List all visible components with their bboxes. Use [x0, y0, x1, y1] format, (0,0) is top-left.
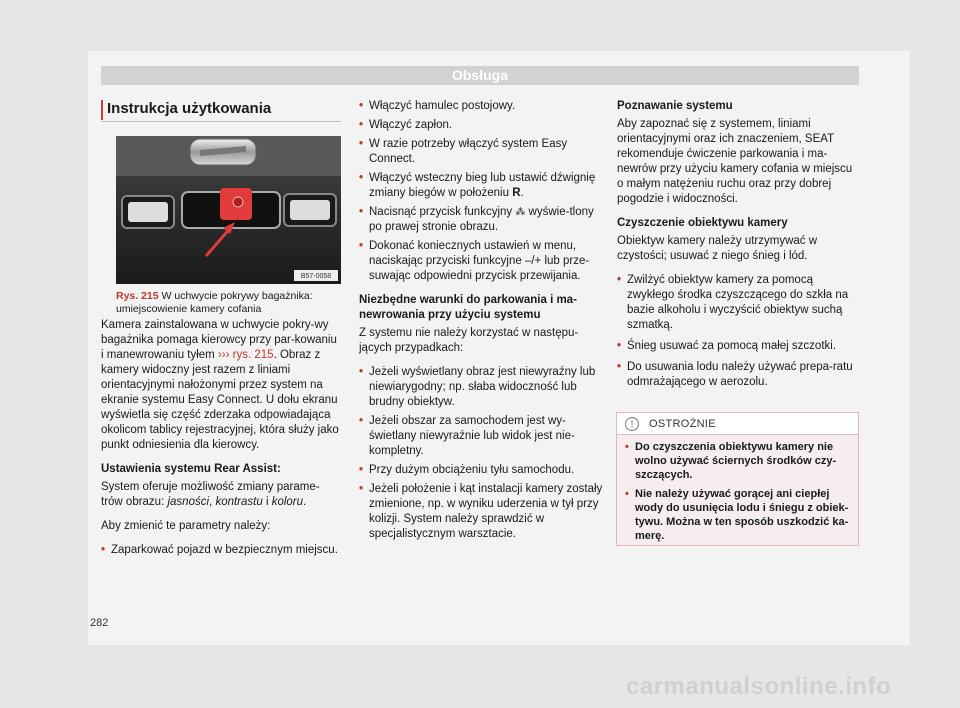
cleaning-paragraph: Obiektyw kamery należy utrzymywać w czystości; usuwać z niego śnieg i lód.	[617, 235, 818, 262]
list-item: • Włączyć zapłon.	[359, 118, 603, 133]
caution-header	[617, 413, 858, 435]
rear-assist-icon: ⁂	[515, 207, 526, 218]
function-button-text-b: wyświe-tlony po prawej stronie obrazu.	[369, 206, 594, 233]
rear-camera-figure	[116, 136, 341, 284]
list-item: • Jeżeli wyświetlany obraz jest niewyraźny lub niewiarygodny; np. słaba widoczność lub brudny obiektyw.	[359, 365, 603, 410]
caution-icon: !	[625, 417, 639, 431]
settings-text: System oferuje możliwość zmiany parame-trów obrazu:	[101, 481, 320, 508]
list-item: • Zwilżyć obiektyw kamery za pomocą zwykłego środka czyszczącego do szkła na bazie alkoholu i wyczyścić obiektyw suchą szmatką.	[617, 273, 861, 333]
param-brightness: jasności	[167, 496, 210, 508]
cleaning-heading: Czyszczenie obiektywu kamery	[617, 217, 788, 229]
list-item: • Nie należy używać gorącej ani ciepłej wody do usunięcia lodu i śniegu z obiek-tywu. Można w ten sposób uszkodzić ka-merę.	[625, 487, 851, 544]
conditions-paragraph: Z systemu nie należy korzystać w następu-jących przypadkach:	[359, 327, 579, 354]
list-item: • Dokonać koniecznych ustawień w menu, naciskając przyciski funkcyjne –/+ lub prze-suwając odpowiedni przycisk przewijania.	[359, 239, 603, 284]
list-item: • W razie potrzeby włączyć system Easy Connect.	[359, 137, 603, 167]
intro-text-b: . Obraz z kamery widoczny jest razem z liniami orientacyjnymi nałożonymi przez system na ekranie systemu Easy Connect. U dołu ekranu wyświetla się część zderzaka odpowiadająca okolicom tablicy rejestracyjnej, która służy jako punkt odniesienia dla kierowcy.	[101, 349, 339, 451]
figure-caption	[116, 290, 341, 316]
param-color: koloru	[271, 496, 304, 508]
gear-instruction-text: Włączyć wsteczny bieg lub ustawić dźwignię zmiany biegów w położeniu	[369, 172, 596, 199]
column-3	[617, 99, 861, 390]
intro-paragraph	[101, 318, 341, 453]
caution-box	[616, 412, 859, 546]
page-number: 282	[90, 617, 109, 629]
list-item	[359, 171, 603, 201]
watermark: carmanualsonline.info	[626, 673, 892, 700]
section-title	[101, 100, 347, 117]
change-params-paragraph: Aby zmienić te parametry należy:	[101, 520, 271, 532]
figure-caption-ref: Rys. 215	[116, 290, 159, 302]
figure-code: B57-0058	[300, 273, 332, 280]
gear-letter: R	[512, 187, 521, 199]
column-1	[101, 318, 341, 558]
column-2	[359, 99, 603, 542]
list-item	[359, 205, 603, 235]
intro-text-a: Kamera zainstalowana w uchwycie pokry-wy bagażnika pomaga kierowcy przy par-kowaniu i manewrowaniu tyłem	[101, 319, 337, 361]
learning-paragraph: Aby zapoznać się z systemem, liniami orientacyjnymi oraz ich znaczeniem, SEAT rekomenduje ćwiczenie parkowania i ma-newrów przy użyciu kamery cofania w miejscu o małym natężeniu ruchu oraz przy dobrej pogodzie i widoczności.	[617, 118, 853, 205]
gear-instruction-end: .	[520, 187, 524, 199]
settings-paragraph	[101, 480, 341, 510]
list-item: • Włączyć hamulec postojowy.	[359, 99, 603, 114]
list-item: • Jeżeli obszar za samochodem jest wy-świetlany niewyraźnie lub widok jest nie-kompletny.	[359, 414, 603, 459]
settings-heading: Ustawienia systemu Rear Assist:	[101, 463, 281, 475]
figure-caption-text: W uchwycie pokrywy bagażnika: umiejscowienie kamery cofania	[116, 290, 313, 315]
function-button-text-a: Nacisnąć przycisk funkcyjny	[369, 206, 516, 218]
caution-label: OSTROŻNIE	[649, 418, 716, 430]
list-item: • Przy dużym obciążeniu tyłu samochodu.	[359, 463, 603, 478]
settings-end: .	[303, 496, 307, 508]
tailgate-handle-illustration	[116, 136, 341, 284]
figure-reference-link[interactable]: ››› rys. 215	[217, 349, 274, 361]
list-item: • Jeżeli położenie i kąt instalacji kamery zostały zmienione, np. w wyniku uderzenia w tył przy kolizji. System należy sprawdzić w specjalistycznym warsztacie.	[359, 482, 603, 542]
list-item: • Do czyszczenia obiektywu kamery nie wolno używać ściernych środków czy-szczących.	[625, 440, 851, 483]
settings-separator-1: ,	[209, 496, 216, 508]
learning-heading: Poznawanie systemu	[617, 100, 733, 112]
settings-separator-2: i	[262, 496, 272, 508]
chapter-header: Obsługa	[101, 66, 859, 85]
section-title-rule	[101, 121, 341, 122]
list-item: • Zaparkować pojazd w bezpiecznym miejscu.	[101, 543, 341, 558]
param-contrast: kontrastu	[215, 496, 263, 508]
camera-lens-icon	[233, 197, 243, 207]
caution-body	[625, 440, 851, 543]
section-title-text: Instrukcja użytkowania	[107, 100, 272, 117]
list-item: • Do usuwania lodu należy używać prepa-ratu odmrażającego w aerozolu.	[617, 360, 861, 390]
list-item: • Śnieg usuwać za pomocą małej szczotki.	[617, 339, 861, 354]
conditions-heading: Niezbędne warunki do parkowania i ma-newrowania przy użyciu systemu	[359, 294, 577, 321]
